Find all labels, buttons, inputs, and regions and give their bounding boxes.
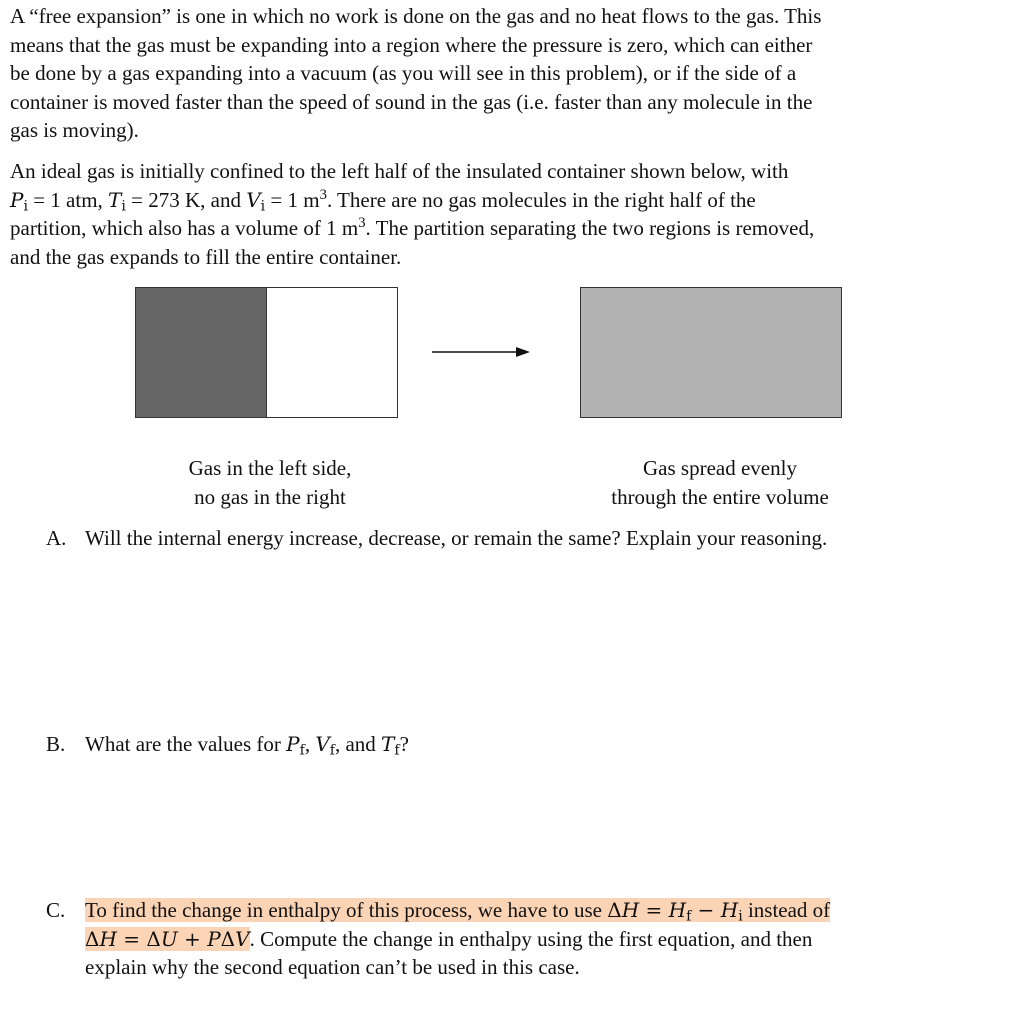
- var-h: H: [668, 898, 687, 922]
- separator: ,: [304, 732, 316, 756]
- delta-symbol: Δ: [220, 926, 236, 951]
- minus-sign: −: [691, 898, 721, 922]
- caption-final-line-1: Gas spread evenly: [643, 456, 797, 480]
- initial-vacuum-region: [266, 287, 398, 418]
- setup-line-2-rest: . There are no gas molecules in the right half of the: [326, 187, 756, 212]
- equals-sign: =: [116, 926, 147, 951]
- var-u: U: [160, 926, 178, 951]
- intro-line-2: means that the gas must be expanding into a region where the pressure is zero, which can either: [10, 32, 813, 57]
- delta-symbol: Δ: [146, 926, 161, 951]
- sub-i: i: [260, 198, 266, 214]
- setup-line-3-text: partition, which also has a volume of 1 m: [10, 216, 359, 240]
- var-t: T: [108, 187, 122, 212]
- highlighted-text: [85, 898, 831, 925]
- caption-final: [570, 454, 870, 512]
- var-p: P: [207, 926, 221, 951]
- question-b-label: B.: [46, 732, 66, 756]
- question-c-line-2-post: . Compute the change in enthalpy using the first equation, and then: [249, 926, 813, 951]
- question-mark: ?: [399, 732, 409, 756]
- sub-f: f: [299, 742, 305, 759]
- sub-f: f: [686, 908, 692, 925]
- intro-paragraph: [10, 2, 1010, 145]
- delta-symbol: Δ: [85, 926, 100, 951]
- sub-i: i: [23, 198, 28, 214]
- setup-line-1: An ideal gas is initially confined to the left half of the insulated container shown below, with: [10, 159, 789, 183]
- question-b-text: [85, 730, 1005, 759]
- question-a-label: A.: [46, 526, 67, 550]
- sub-i: i: [121, 198, 126, 214]
- sub-f: f: [394, 742, 400, 759]
- question-c-text: [85, 896, 1005, 982]
- intro-line-4: container is moved faster than the speed of sound in the gas (i.e. faster than any molecule in the: [10, 89, 813, 114]
- delta-symbol: Δ: [607, 898, 622, 922]
- caption-initial-line-2: no gas in the right: [194, 485, 346, 509]
- initial-gas-region: [135, 287, 268, 418]
- sub-f: f: [329, 742, 335, 759]
- question-c-line-3: explain why the second equation can’t be used in this case.: [85, 955, 580, 979]
- question-c-line-1-post: instead of: [742, 898, 831, 922]
- var-p: P: [10, 187, 24, 212]
- caption-final-line-2: through the entire volume: [611, 485, 829, 509]
- exponent: 3: [358, 215, 366, 231]
- sub-i: i: [738, 908, 743, 925]
- question-c-label: C.: [46, 898, 66, 922]
- enthalpy-definition-equation: [85, 927, 250, 951]
- var-h: H: [720, 898, 739, 922]
- caption-initial-line-1: Gas in the left side,: [188, 456, 352, 480]
- var-h: H: [99, 926, 117, 951]
- setup-paragraph: [10, 157, 1010, 271]
- setup-line-2: [10, 186, 1010, 215]
- p-initial-value: = 1 atm,: [27, 187, 109, 212]
- right-arrow-icon: [432, 343, 530, 361]
- setup-line-3: [10, 214, 1010, 243]
- v-initial-value: = 1 m: [265, 187, 320, 212]
- question-c-line-1-pre: To find the change in enthalpy of this process, we have to use: [85, 898, 608, 922]
- question-c-line-1: [85, 896, 1005, 925]
- var-v: V: [235, 926, 250, 951]
- question-b-pre: What are the values for: [85, 732, 287, 756]
- question-a-text: Will the internal energy increase, decrease, or remain the same? Explain your reasoning.: [85, 526, 828, 550]
- intro-line-5: gas is moving).: [10, 118, 139, 142]
- separator: , and: [334, 732, 382, 756]
- exponent: 3: [319, 186, 327, 203]
- var-t: T: [381, 732, 395, 756]
- intro-line-3: be done by a gas expanding into a vacuum (as you will see in this problem), or if the side of a: [10, 61, 797, 85]
- caption-initial: [160, 454, 380, 512]
- setup-line-3-rest: . The partition separating the two regions is removed,: [365, 216, 815, 240]
- question-c-line-2: [85, 925, 1005, 954]
- var-v: V: [315, 732, 330, 756]
- var-h: H: [621, 898, 640, 922]
- enthalpy-difference-equation: [607, 898, 743, 925]
- intro-line-1: A “free expansion” is one in which no work is done on the gas and no heat flows to the gas. This: [10, 4, 822, 28]
- var-v: V: [246, 187, 261, 212]
- final-gas-region: [580, 287, 842, 418]
- setup-line-4: and the gas expands to fill the entire container.: [10, 244, 402, 269]
- var-p: P: [286, 732, 300, 756]
- t-initial-value: = 273 K, and: [125, 187, 247, 212]
- plus-sign: +: [177, 926, 208, 951]
- equals-sign: =: [639, 898, 669, 922]
